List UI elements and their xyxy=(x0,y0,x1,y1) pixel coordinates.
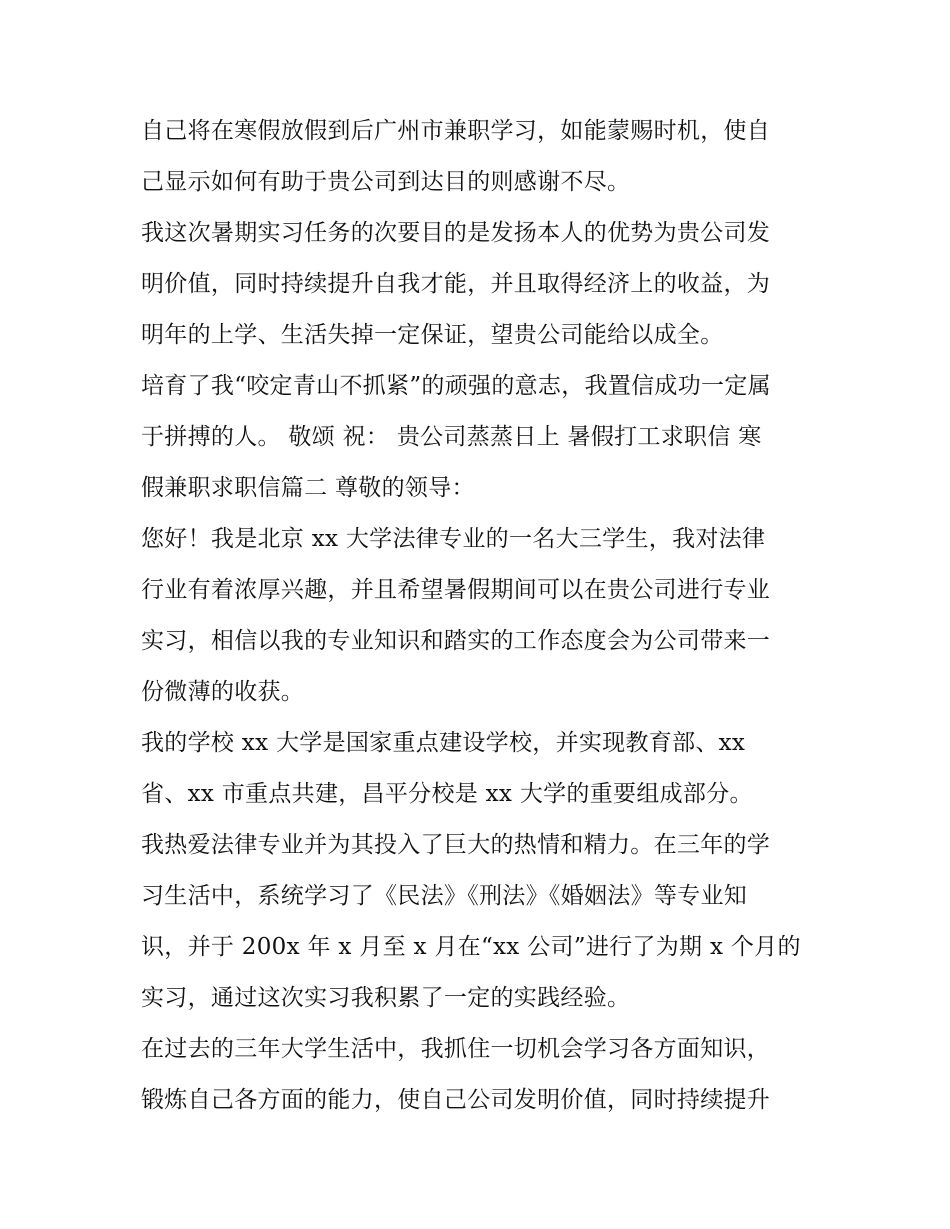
text-line: 我热爱法律专业并为其投入了巨大的热情和精力。在三年的学 xyxy=(141,832,771,858)
paragraph xyxy=(141,208,821,361)
text-line: 实习，通过这次实习我积累了一定的实践经验。 xyxy=(141,985,631,1011)
document-body xyxy=(141,106,821,1126)
text-line: 省、xx 市重点共建，昌平分校是 xx 大学的重要组成部分。 xyxy=(141,781,753,807)
paragraph xyxy=(141,361,821,514)
paragraph xyxy=(141,820,821,1024)
text-line: 自己将在寒假放假到后广州市兼职学习，如能蒙赐时机，使自 xyxy=(141,118,771,144)
text-line: 我的学校 xx 大学是国家重点建设学校，并实现教育部、xx xyxy=(141,730,746,756)
paragraph xyxy=(141,1024,821,1126)
paragraph xyxy=(141,718,821,820)
text-line: 明价值，同时持续提升自我才能，并且取得经济上的收益，为 xyxy=(141,271,771,297)
paragraph xyxy=(141,106,821,208)
text-line: 于拼搏的人。 敬颂 祝： 贵公司蒸蒸日上 暑假打工求职信 寒 xyxy=(141,424,762,450)
text-line: 己显示如何有助于贵公司到达目的则感谢不尽。 xyxy=(141,169,631,195)
text-line: 识，并于 200x 年 x 月至 x 月在“xx 公司”进行了为期 x 个月的 xyxy=(141,934,801,960)
text-line: 您好！我是北京 xx 大学法律专业的一名大三学生，我对法律 xyxy=(141,526,766,552)
text-line: 在过去的三年大学生活中，我抓住一切机会学习各方面知识， xyxy=(141,1036,771,1062)
paragraph xyxy=(141,514,821,718)
text-line: 假兼职求职信篇二 尊敬的领导： xyxy=(141,475,475,501)
text-line: 锻炼自己各方面的能力，使自己公司发明价值，同时持续提升 xyxy=(141,1087,771,1113)
text-line: 份微薄的收获。 xyxy=(141,679,305,705)
text-line: 行业有着浓厚兴趣，并且希望暑假期间可以在贵公司进行专业 xyxy=(141,577,771,603)
text-line: 明年的上学、生活失掉一定保证，望贵公司能给以成全。 xyxy=(141,322,724,348)
text-line: 培育了我“咬定青山不抓紧”的顽强的意志，我置信成功一定属 xyxy=(141,373,771,399)
text-line: 我这次暑期实习任务的次要目的是发扬本人的优势为贵公司发 xyxy=(141,220,771,246)
text-line: 习生活中，系统学习了《民法》《刑法》《婚姻法》等专业知 xyxy=(141,883,748,909)
text-line: 实习，相信以我的专业知识和踏实的工作态度会为公司带来一 xyxy=(141,628,771,654)
